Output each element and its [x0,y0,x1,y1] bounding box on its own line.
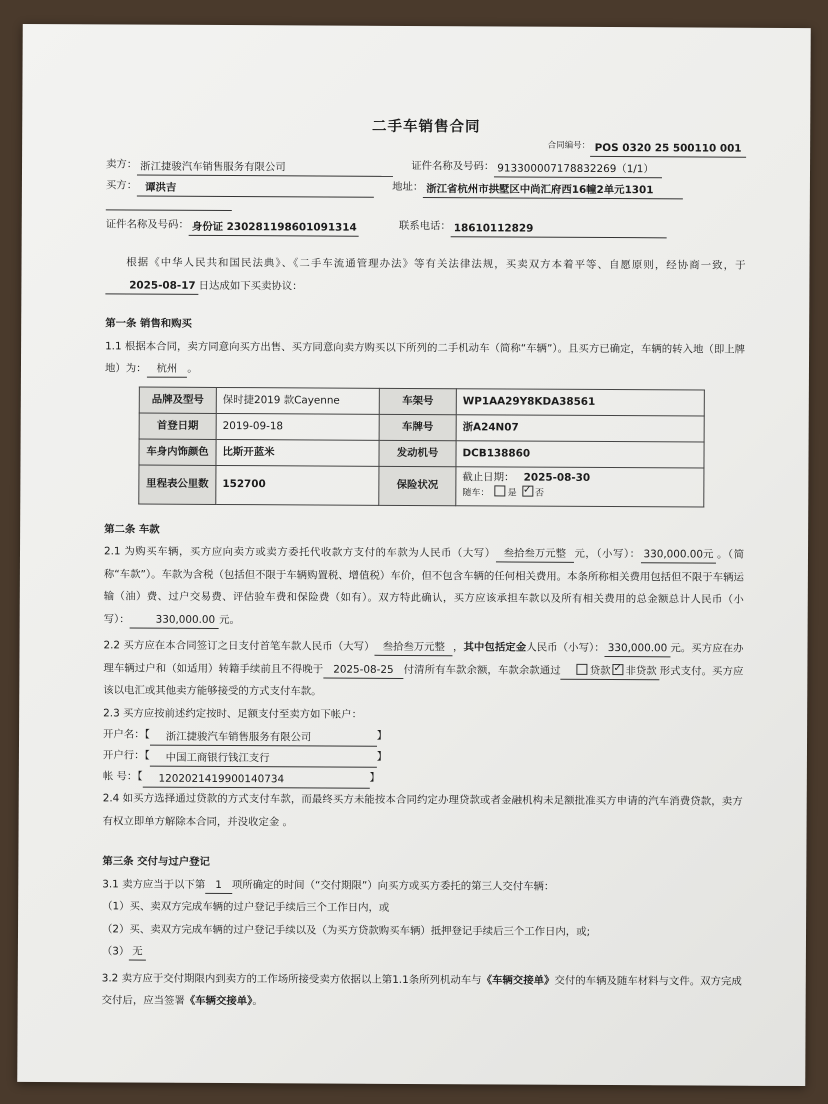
seller-label: 卖方： [106,157,138,171]
table-row [139,413,704,442]
article-2-2-text: 2.2 买方应在本合同签订之日支付首笔车款人民币（大写） [103,639,375,653]
buyer-id-label: 证件名称及号码： [105,217,189,231]
article-3-2 [102,967,742,1015]
contract-number-label: 合同编号： [547,140,591,151]
table-header-cell: 车架号 [379,388,456,414]
contract-title: 二手车销售合同 [371,118,481,136]
loan-label: 贷款 [589,664,611,677]
account-number: 1202021419900140734 [142,772,369,789]
table-header-cell: 车牌号 [379,414,456,440]
article-1-title: 第一条 销售和购买 [105,317,192,330]
article-1-1 [105,335,745,383]
buyer-name: 谭洪吉 [137,181,374,198]
plate-number: 浙A24N07 [456,414,704,441]
address-blank-line [106,201,232,211]
article-2-1-text: 2.1 为购买车辆，买方应向卖方或卖方委托代收款方支付的车款为人民币（大写） [103,545,496,560]
buyer-id: 身份证 230281198601091314 [189,220,359,237]
article-2-1 [104,540,744,633]
article-2-1-end: 元。 [219,613,240,626]
article-2-2-text-2: 人民币（小写）： [526,641,605,655]
article-2-1-text-3: 。（简称“车款”）。车款为含税（包括但不限于车辆购置税、增值税）车价，但不包含车辆的任何相关费用。本条所称相关费用包括但不限于车辆运输（油）费、过户交易费、评估验车费和保险费（如有）。双方特此确认，买方应该承担车款以及所有相关费用的总金额总计人民币（小写）： [103,548,745,626]
insurance-status [456,466,704,506]
bracket-close: 】 [376,750,388,763]
preamble-text: 根据《中华人民共和国民法典》、《二手车流通管理办法》等有关法律法规，买卖双方本着平等、自愿原则，经协商一致，于 [126,256,746,272]
article-2-2-text-4: 付清所有车款余额，车款余款通过 [403,663,561,677]
contract-paper [17,24,811,1086]
first-registration-date: 2019-09-18 [216,413,379,440]
handover-form: 《车辆交接单》 [184,994,253,1008]
article-2-2-end: 形式支付。买方应该以电汇或其他卖方能够接受的方式支付车款。 [103,664,744,698]
seller-id: 913300007178832269（1/1） [494,161,662,178]
first-payment-lower: 330,000.00 [605,641,671,657]
phone-label: 联系电话： [398,219,451,232]
delivery-option-1: （1）买、卖双方完成车辆的过户登记手续后三个工作日内，或 [102,900,390,914]
account-bank: 中国工商银行钱江支行 [150,751,377,768]
checkbox-nonloan-checked [612,664,623,675]
deposit-included: 其中包括定金 [463,641,527,654]
table-header-cell: 车身内饰颜色 [139,439,216,465]
article-2-title: 第二条 车款 [104,522,160,536]
no-label: 否 [534,488,545,499]
buyer-row [106,175,746,199]
account-name-row [103,724,743,748]
checkbox-loan [577,663,588,674]
buyer-id-row [106,214,746,238]
handover-form: 《车辆交接单》 [481,973,555,987]
preamble [105,251,745,299]
article-3-title: 第三条 交付与过户登记 [102,855,210,868]
article-3-1-text: 3.1 卖方应当于以下第 [102,877,206,891]
checkbox-no-checked [522,486,533,497]
engine-number: DCB138860 [456,440,704,467]
buyer-label: 买方： [105,178,138,192]
vin: WP1AA29Y8KDA38561 [456,388,704,415]
price-lower: 330,000.00元 [641,547,717,563]
insurance-deadline: 2025-08-30 [523,471,591,484]
account-name-label: 开户名：【 [103,727,150,741]
checkbox-yes [495,485,506,496]
article-1-1-text: 1.1 根据本合同，卖方同意向买方出售、买方同意向卖方购买以下所列的二手机动车（简称“车辆”）。且买方已确定，车辆的转入地（即上牌地）为： [104,339,746,375]
account-number-label: 帐 号：【 [102,769,143,783]
seller-id-label: 证件名称及号码： [411,159,495,172]
table-header-cell: 品牌及型号 [139,387,216,413]
bracket-close: 】 [376,729,388,742]
account-bank-row [103,745,743,769]
article-3-2-text: 3.2 卖方应于交付期限内到卖方的工作场所接受卖方依据以上第1.1条所列机动车与 [101,971,482,986]
price-upper: 叁拾叁万元整 [496,546,574,562]
vehicle-table [138,386,705,507]
article-2-2-text-3: 元。买方应在办理车辆过户和（如适用）转籍手续前且不得晚于 [103,642,744,676]
article-3-2-end: 。 [252,995,263,1008]
table-row [139,439,704,468]
balance-deadline: 2025-08-25 [323,662,403,678]
preamble-text-end: 日达成如下买卖协议： [198,279,303,292]
bracket-close: 】 [369,771,380,784]
payment-method [561,663,660,680]
brand-model: 保时捷2019 款Cayenne [216,387,379,414]
article-2-1-text-2: 元，（小写）： [573,547,641,561]
article-3-2-text-2: 交付的车辆及随车材料与文件。双方完成交付后，应当签署 [101,974,742,1007]
odometer: 152700 [216,465,379,505]
first-payment-upper: 叁拾叁万元整 [375,640,453,656]
body-color: 比斯开蓝米 [216,439,379,466]
nonloan-label: 非贷款 [625,664,657,677]
price-total: 330,000.00 [130,612,220,628]
article-1-1-end: 。 [187,362,198,375]
table-header-cell: 里程表公里数 [139,465,216,504]
address-label: 地址： [392,180,424,193]
delivery-option-3-prefix: （3） [101,945,130,958]
table-header-cell: 发动机号 [379,440,456,466]
seller-row [106,154,746,178]
contract-document [102,80,747,1015]
article-3-1-end: 项所确定的时间（“交付期限”）向买方或买方委托的第三人交付车辆： [231,878,555,893]
delivery-option-3-value: 无 [129,945,145,961]
with-car-label: 随车： [462,488,490,499]
yes-label: 是 [507,488,517,499]
article-2-3: 2.3 买方应按前述约定按时、足额支付至卖方如下帐户： [103,706,363,721]
delivery-option-2: （2）买、卖双方完成车辆的过户登记手续以及（为买方贷款购买车辆）抵押登记手续后三个工作日内，或; [102,922,591,938]
table-row [139,387,704,416]
article-2-2-comma: ， [452,641,464,654]
table-header-cell: 保险状况 [379,466,456,505]
buyer-address: 浙江省杭州市拱墅区中尚汇府西16幢2单元1301 [423,182,683,199]
article-2-4: 2.4 如买方选择通过贷款的方式支付车款，而最终买方未能按本合同约定办理贷款或者金融机构未足额批准买方申请的汽车消费贷款，卖方有权立即单方解除本合同，并没收定金 。 [102,792,743,828]
account-name: 浙江捷骏汽车销售服务有限公司 [150,730,377,747]
article-3-1 [102,873,742,899]
transfer-city: 杭州 [146,362,187,378]
delivery-option-number: 1 [205,877,232,893]
delivery-option-3 [102,940,742,966]
seller-name: 浙江捷骏汽车销售服务有限公司 [137,160,393,177]
contract-number: POS 0320 25 500110 001 [590,141,746,158]
table-row [139,465,704,507]
account-bank-label: 开户行：【 [102,748,150,762]
article-2-2 [103,634,743,705]
insurance-deadline-label: 截止日期： [462,471,515,484]
buyer-phone: 18610112829 [451,221,667,238]
preamble-date: 2025-08-17 [105,278,198,294]
table-header-cell: 首登日期 [139,413,216,439]
